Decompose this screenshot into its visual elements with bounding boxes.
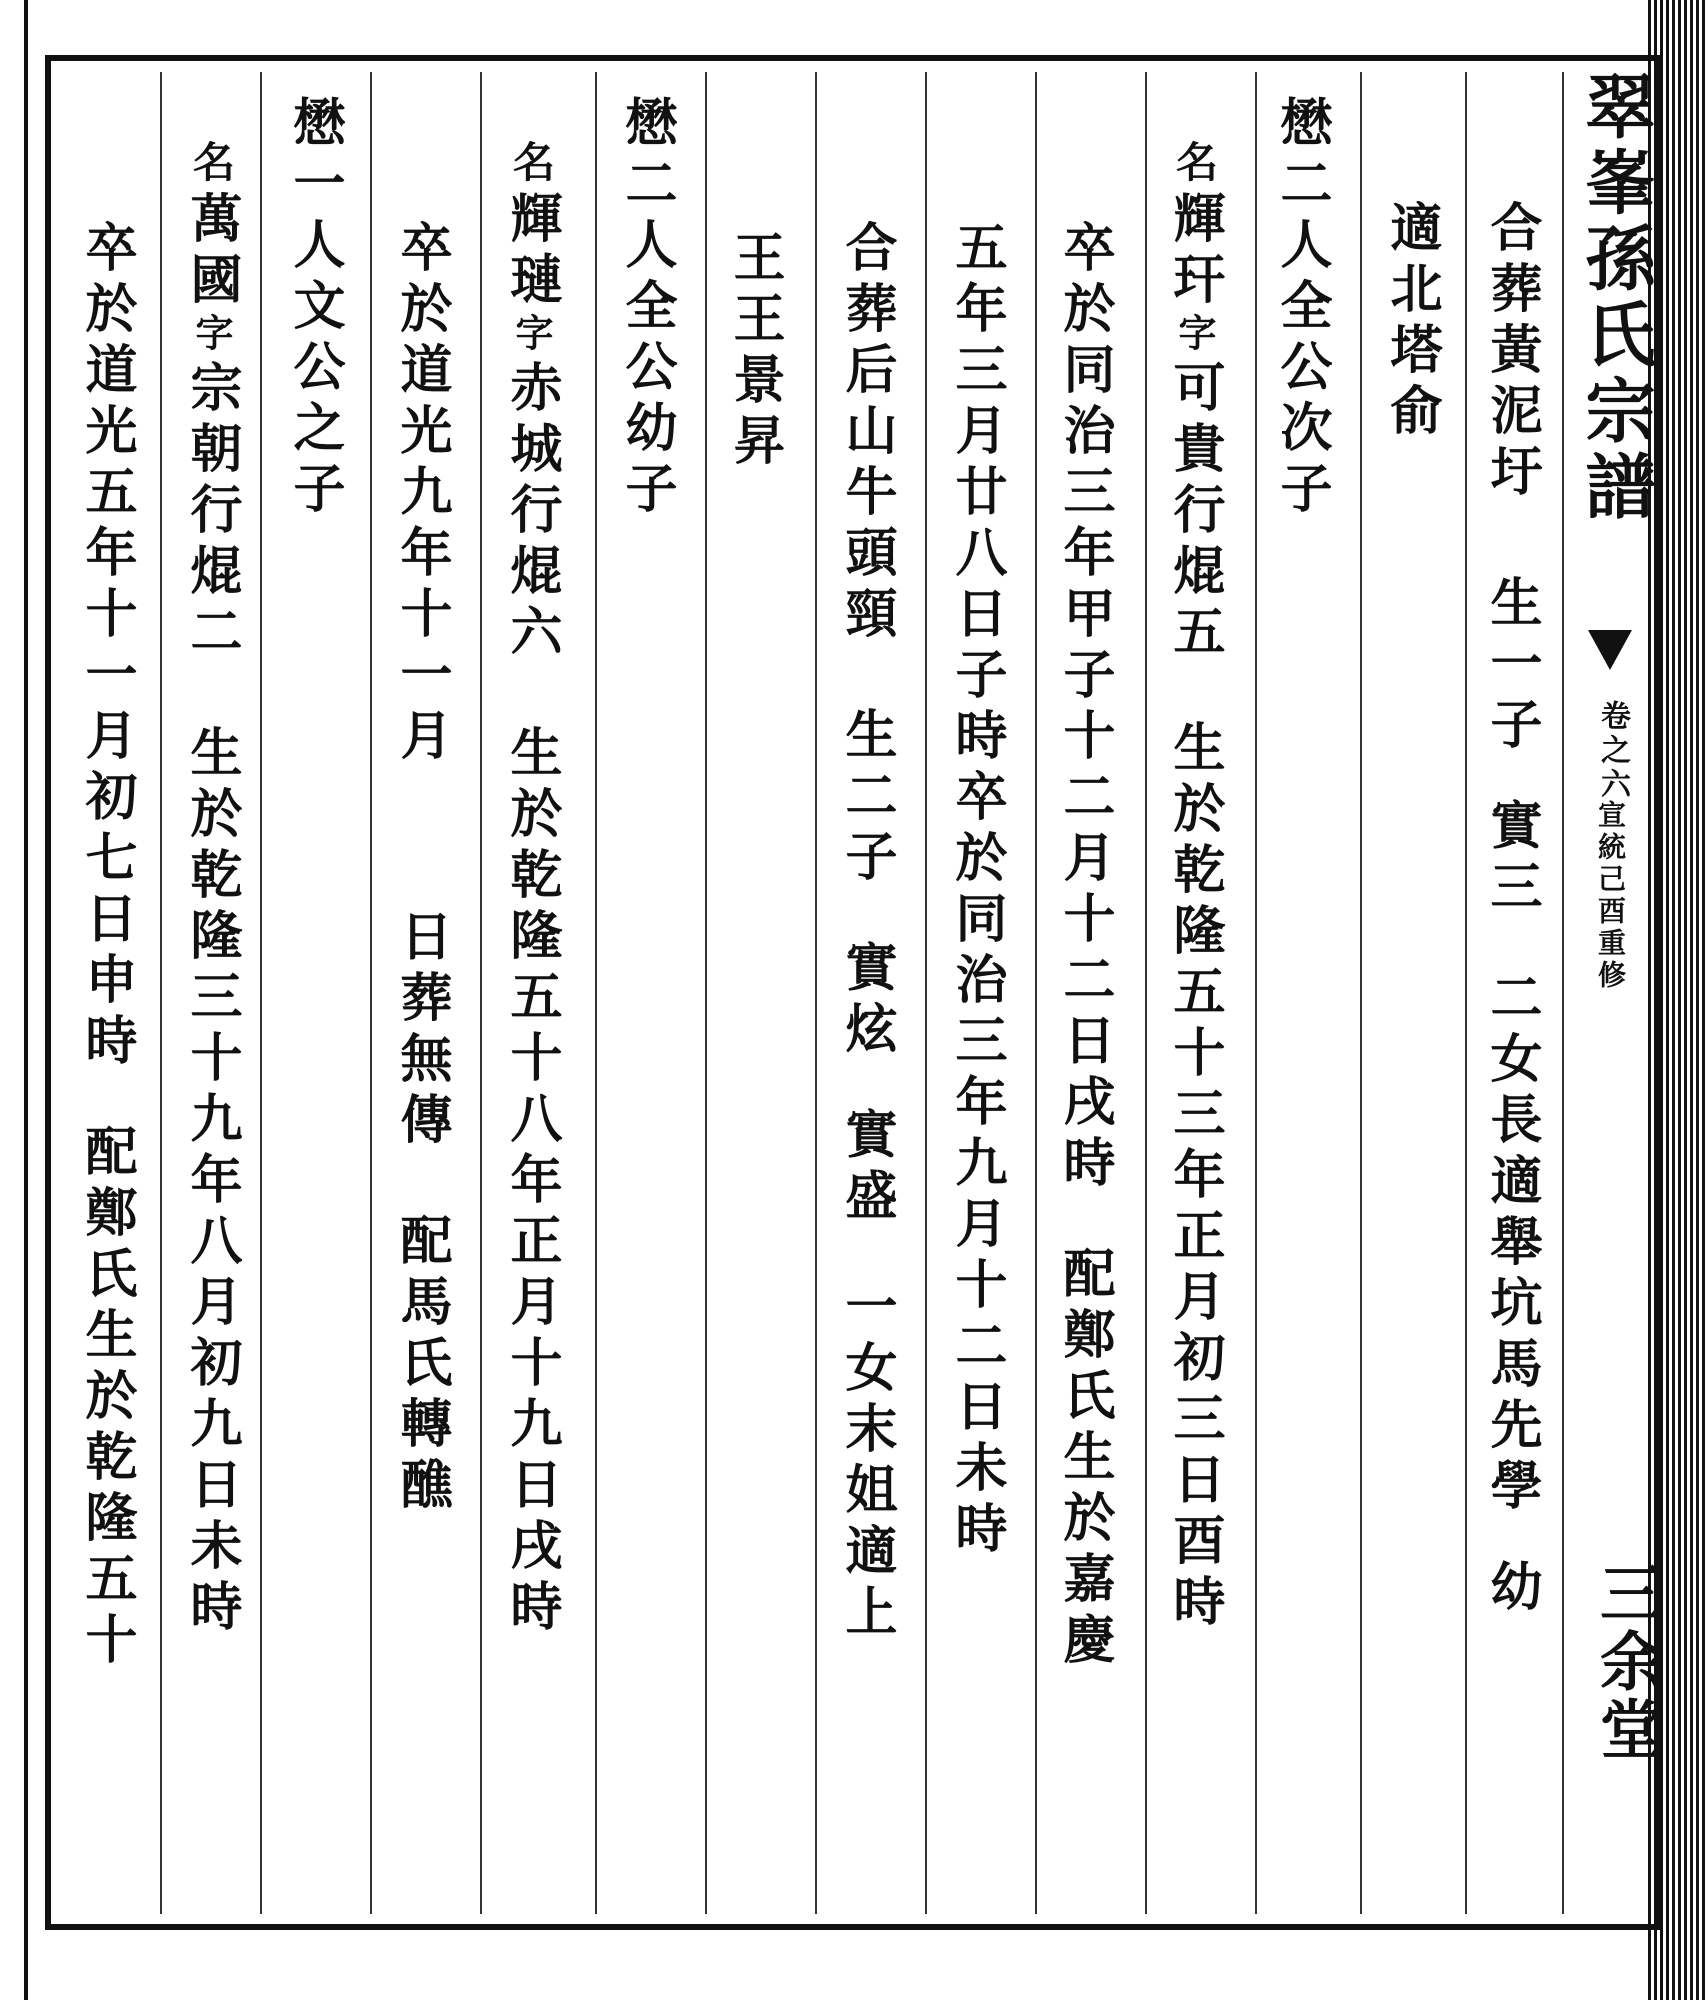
text-column	[76, 220, 137, 1673]
column-rule	[1562, 72, 1564, 1914]
column-rule	[160, 72, 162, 1914]
column-rule	[1255, 72, 1257, 1914]
column-segment: 一女末姐適上	[836, 1279, 897, 1645]
column-rule	[370, 72, 372, 1914]
column-rule	[1145, 72, 1147, 1914]
book-title: 翠峯孫氏宗譜	[1574, 70, 1657, 526]
column-segment: 名	[507, 140, 556, 191]
column-rule	[1360, 72, 1362, 1914]
text-column	[724, 230, 785, 474]
text-column	[501, 140, 562, 1640]
column-rule	[925, 72, 927, 1914]
column-segment: 合葬黃泥圩	[1481, 200, 1542, 505]
column-segment: 名	[187, 140, 236, 191]
text-column	[836, 220, 897, 1645]
column-segment: 卒於道光九年十一月	[391, 220, 452, 769]
edition-note: 宣統己酉重修	[1594, 800, 1627, 992]
column-segment: 宗朝行焜二	[181, 360, 242, 665]
column-segment: 實炫	[836, 940, 897, 1062]
hall-name: 三余堂	[1589, 1560, 1664, 1764]
column-rule	[705, 72, 707, 1914]
column-rule	[1465, 72, 1467, 1914]
column-rule	[815, 72, 817, 1914]
column-segment: 生於乾隆五十八年正月十九日戌時	[501, 725, 562, 1640]
column-segment: 配鄭氏生於嘉慶	[1054, 1246, 1115, 1673]
text-column	[391, 220, 452, 1518]
column-rule	[1035, 72, 1037, 1914]
text-column	[946, 220, 1007, 1562]
column-segment: 生一子	[1481, 575, 1542, 758]
column-segment: 王王景昇	[724, 230, 785, 474]
text-column	[181, 140, 242, 1640]
column-segment: 配馬氏轉醮	[391, 1213, 452, 1518]
column-segment: 字	[1172, 313, 1217, 360]
column-segment: 卒於道光五年十一月初七日申時	[76, 220, 137, 1074]
column-segment: 卒於同治三年甲子十二月十二日戌時	[1054, 220, 1115, 1196]
column-segment: 可貴行焜五	[1164, 360, 1225, 665]
page-left-edge	[0, 0, 28, 2000]
column-segment: 懋二人全公幼子	[616, 95, 677, 522]
column-segment: 輝璉	[501, 191, 562, 313]
text-column	[284, 95, 345, 522]
column-segment: 萬國	[181, 191, 242, 313]
column-segment: 輝玕	[1164, 191, 1225, 313]
column-rule	[480, 72, 482, 1914]
column-segment: 字	[509, 313, 554, 360]
column-segment: 合葬后山牛頭頸	[836, 220, 897, 647]
volume-label: 卷之六	[1595, 700, 1630, 802]
text-column	[1054, 220, 1115, 1673]
column-segment: 生於乾隆三十九年八月初九日未時	[181, 725, 242, 1640]
column-segment: 五年三月廿八日子時卒於同治三年九月十二日未時	[946, 220, 1007, 1562]
column-segment: 懋一人文公之子	[284, 95, 345, 522]
column-segment: 赤城行焜六	[501, 360, 562, 665]
column-segment: 懋二人全公次子	[1271, 95, 1332, 522]
column-segment: 實盛	[836, 1107, 897, 1229]
column-segment: 幼	[1481, 1559, 1542, 1620]
text-column	[1271, 95, 1332, 522]
text-column	[1381, 200, 1442, 444]
edition-note	[1590, 700, 1634, 802]
column-segment: 日葬無傳	[391, 909, 452, 1153]
column-segment: 生二子	[836, 707, 897, 890]
column-segment: 配鄭氏生於乾隆五十	[76, 1124, 137, 1673]
text-column	[1481, 200, 1542, 1620]
column-rule	[260, 72, 262, 1914]
fish-tail-mark	[1588, 630, 1632, 670]
text-column	[616, 95, 677, 522]
column-segment: 名	[1170, 140, 1219, 191]
column-segment: 生於乾隆五十三年正月初三日酉時	[1164, 720, 1225, 1635]
column-segment: 實三	[1481, 798, 1542, 920]
text-column	[1164, 140, 1225, 1635]
column-segment: 二女長適舉坑馬先學	[1481, 970, 1542, 1519]
column-rule	[595, 72, 597, 1914]
column-segment: 適北塔俞	[1381, 200, 1442, 444]
column-segment: 字	[189, 313, 234, 360]
